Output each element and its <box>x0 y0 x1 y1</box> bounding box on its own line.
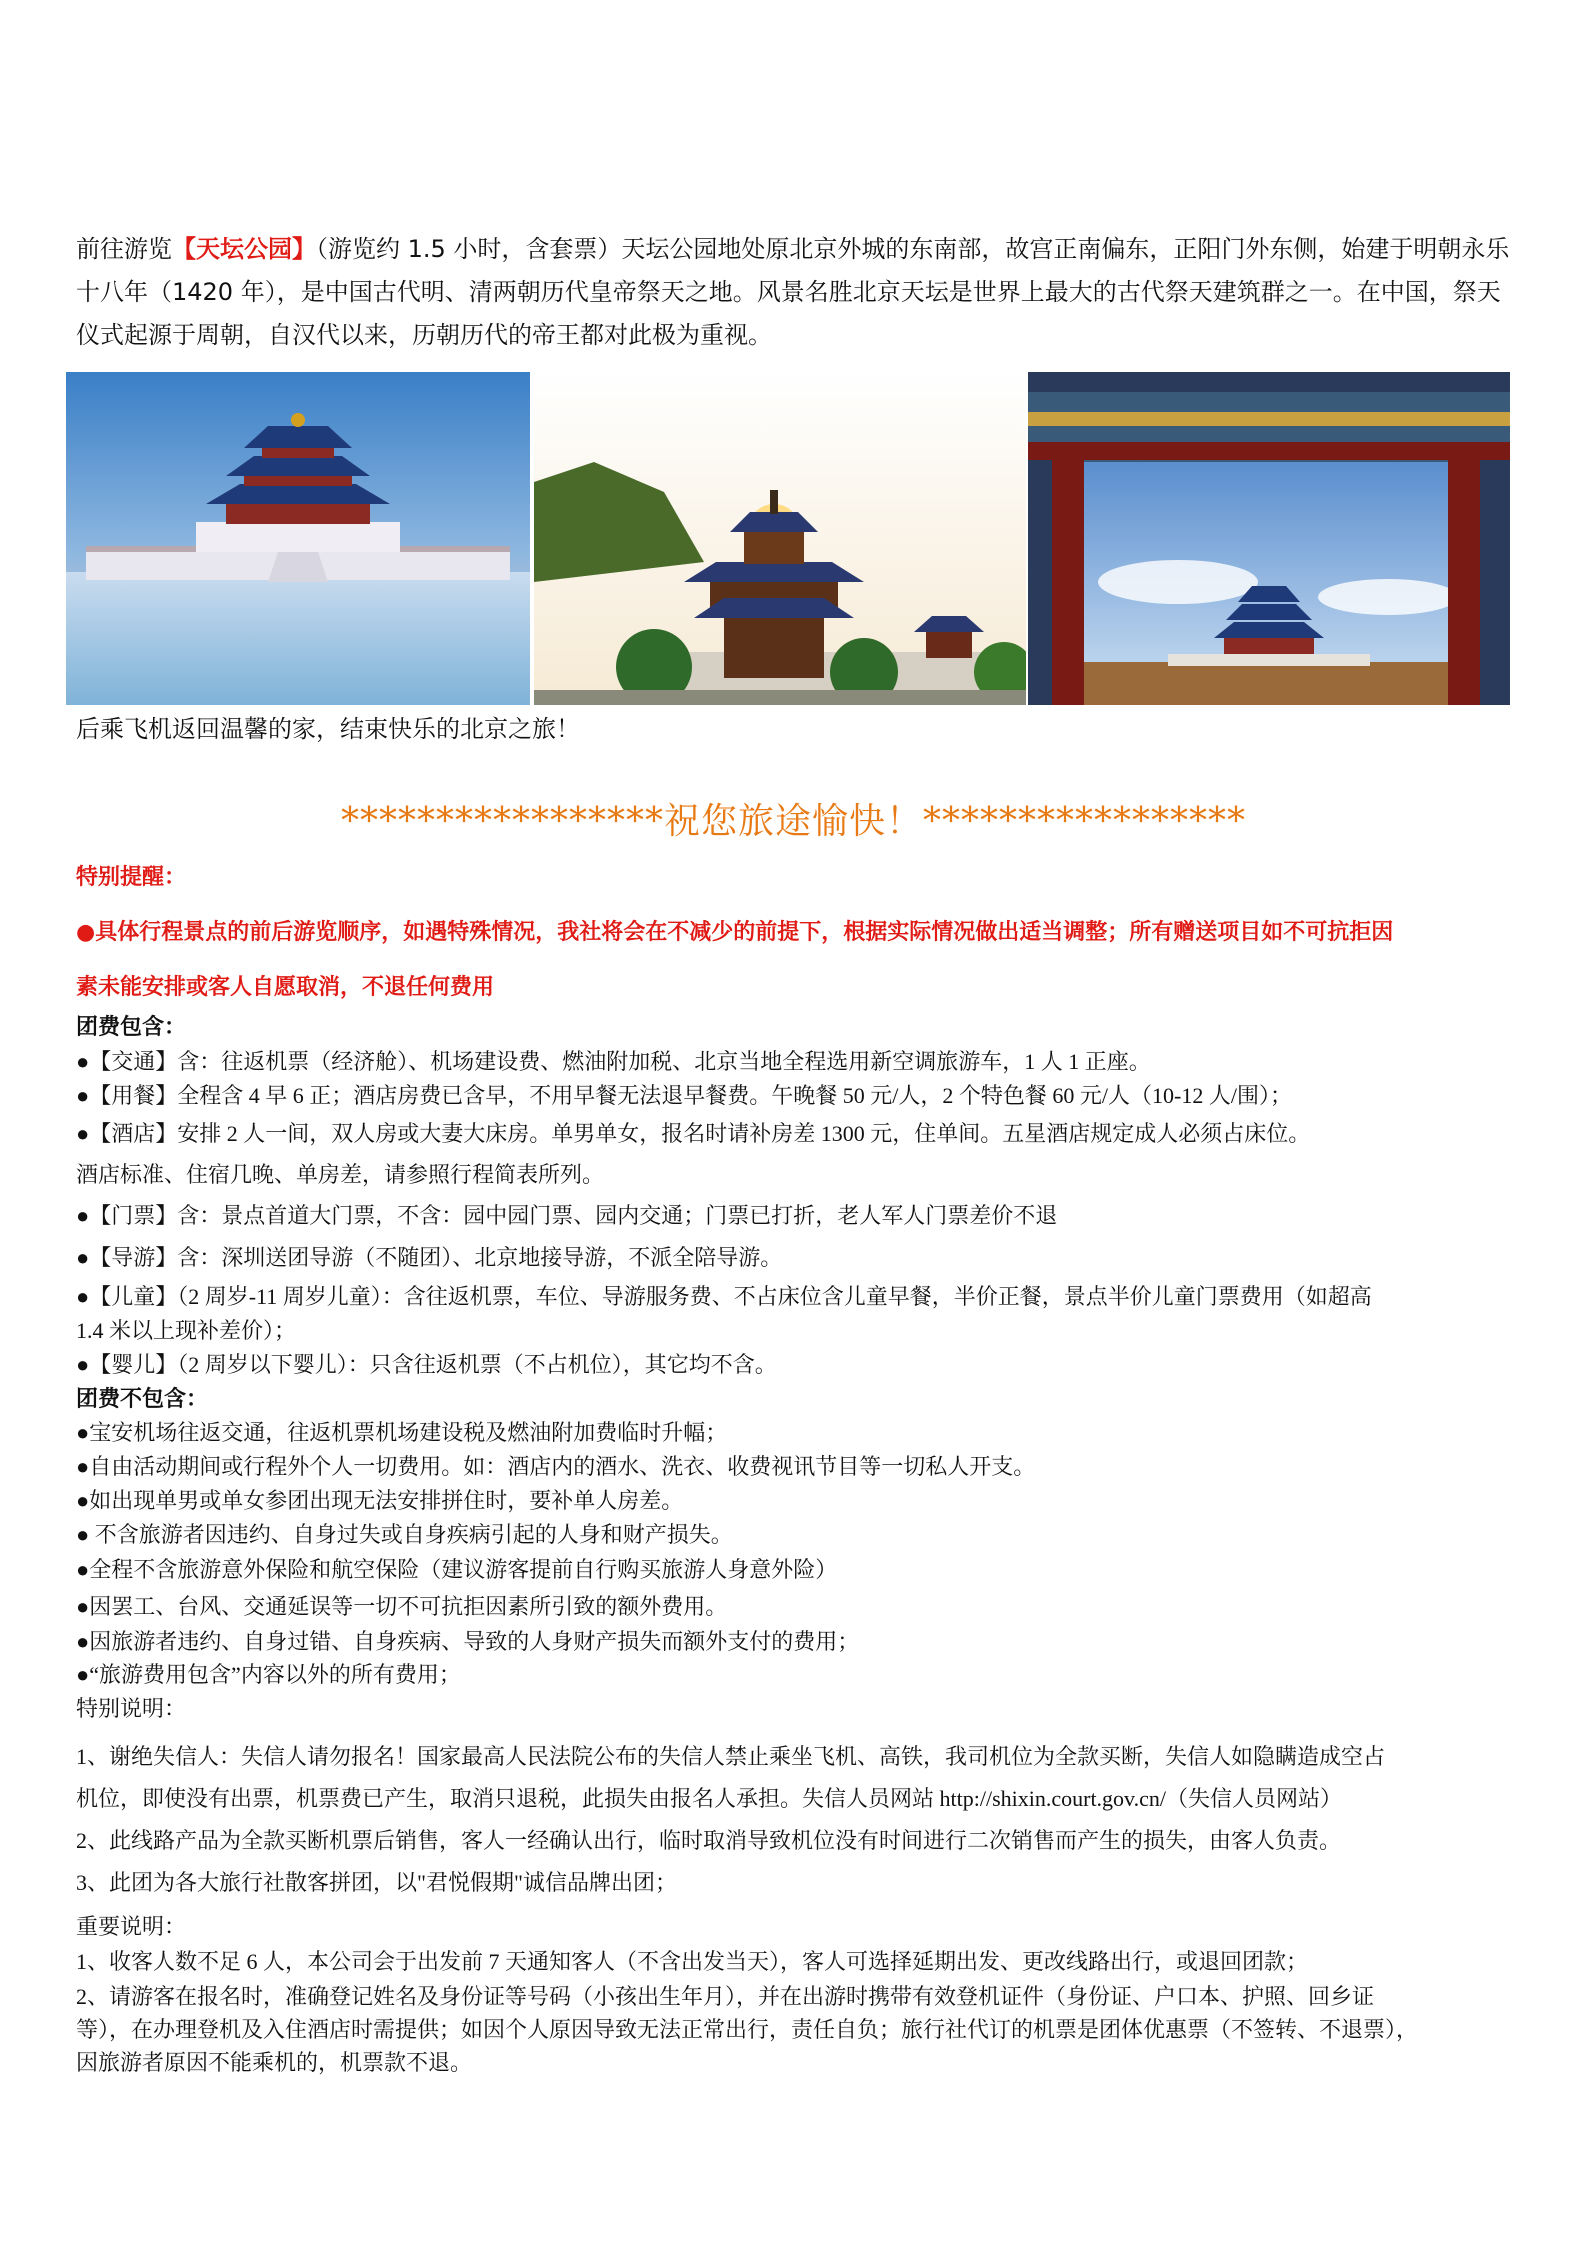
included-item: ●【交通】含：往返机票（经济舱）、机场建设费、燃油附加税、北京当地全程选用新空调旅游车，1 人 1 正座。 <box>76 1049 1151 1074</box>
important-item: 1、收客人数不足 6 人，本公司会于出发前 7 天通知客人（不含出发当天），客人可选择延期出发、更改线路出行，或退回团款； <box>76 1949 1309 1974</box>
framed-temple-photo <box>1028 372 1510 705</box>
included-item: 1.4 米以上现补差价）； <box>76 1318 297 1343</box>
special-item: 1、谢绝失信人：失信人请勿报名！国家最高人民法院公布的失信人禁止乘坐飞机、高铁，我司机位为全款买断，失信人如隐瞒造成空占 <box>76 1744 1386 1769</box>
included-item: ●【导游】含：深圳送团导游（不随团）、北京地接导游，不派全陪导游。 <box>76 1245 783 1270</box>
important-item: 2、请游客在报名时，准确登记姓名及身份证等号码（小孩出生年月），并在出游时携带有效登机证件（身份证、户口本、护照、回乡证 <box>76 1984 1375 2009</box>
excluded-item: ●全程不含旅游意外保险和航空保险（建议游客提前自行购买旅游人身意外险） <box>76 1557 838 1582</box>
special-item: 2、此线路产品为全款买断机票后销售，客人一经确认出行，临时取消导致机位没有时间进行二次销售而产生的损失，由客人负责。 <box>76 1828 1342 1853</box>
special-item: 机位，即使没有出票，机票费已产生，取消只退税，此损失由报名人承担。失信人员网站 http://shixin.court.gov.cn/（失信人员网站） <box>76 1786 1343 1811</box>
reminder-line-2: 素未能安排或客人自愿取消，不退任何费用 <box>76 975 495 1000</box>
included-item: ●【儿童】（2 周岁-11 周岁儿童）：含往返机票，车位、导游服务费、不占床位含儿童早餐，半价正餐，景点半价儿童门票费用（如超高 <box>76 1284 1372 1309</box>
pavilion-sunset-photo <box>534 372 1026 705</box>
special-title: 特别说明： <box>76 1696 187 1721</box>
important-item: 因旅游者原因不能乘机的，机票款不退。 <box>76 2050 473 2075</box>
excluded-item: ●因罢工、台风、交通延误等一切不可抗拒因素所引致的额外费用。 <box>76 1594 728 1619</box>
intro-paragraph <box>76 228 1516 357</box>
photo-strip <box>66 372 1510 705</box>
intro-prefix: 前往游览 <box>76 235 172 263</box>
excluded-item: ●宝安机场往返交通，往返机票机场建设税及燃油附加费临时升幅； <box>76 1420 728 1445</box>
intro-text: （游览约 1.5 小时，含套票）天坛公园地处原北京外城的东南部，故宫正南偏东，正阳门外东侧，始建于明朝永乐十八年（1420 年），是中国古代明、清两朝历代皇帝祭天之地。风景名胜北京天坛是世界上最大的古代祭天建筑群之一。在中国，祭天仪式起源于周朝，自汉代以来，历朝历代的帝王都对此极为重视。 <box>76 235 1510 349</box>
important-title: 重要说明： <box>76 1914 187 1939</box>
temple-winter-photo <box>66 372 530 705</box>
included-item: 酒店标准、住宿几晚、单房差，请参照行程简表所列。 <box>76 1162 605 1187</box>
excluded-item: ●“旅游费用包含”内容以外的所有费用； <box>76 1662 461 1687</box>
excluded-item: ● 不含旅游者因违约、自身过失或自身疾病引起的人身和财产损失。 <box>76 1522 733 1547</box>
special-item: 3、此团为各大旅行社散客拼团，以"君悦假期"诚信品牌出团； <box>76 1870 677 1895</box>
return-home-text: 后乘飞机返回温馨的家，结束快乐的北京之旅！ <box>76 715 580 743</box>
reminder-line-1: ●具体行程景点的前后游览顺序，如遇特殊情况，我社将会在不减少的前提下，根据实际情况做出适当调整；所有赠送项目如不可抗拒因 <box>76 920 1394 945</box>
included-item: ●【酒店】安排 2 人一间，双人房或大妻大床房。单男单女，报名时请补房差 1300 元，住单间。五星酒店规定成人必须占床位。 <box>76 1121 1311 1146</box>
excluded-title: 团费不包含： <box>76 1387 209 1412</box>
important-item: 等），在办理登机及入住酒店时需提供；如因个人原因导致无法正常出行，责任自负；旅行社代订的机票是团体优惠票（不签转、不退票）， <box>76 2017 1419 2042</box>
intro-highlight: 【天坛公园】 <box>172 235 316 263</box>
included-item: ●【用餐】全程含 4 早 6 正；酒店房费已含早，不用早餐无法退早餐费。午晚餐 50 元/人，2 个特色餐 60 元/人（10-12 人/围）； <box>76 1083 1292 1108</box>
included-item: ●【门票】含：景点首道大门票，不含：园中园门票、园内交通；门票已打折，老人军人门票差价不退 <box>76 1203 1058 1228</box>
excluded-item: ●如出现单男或单女参团出现无法安排拼住时，要补单人房差。 <box>76 1488 684 1513</box>
wish-banner: *****************祝您旅途愉快！***************** <box>340 801 1246 842</box>
reminder-title: 特别提醒： <box>76 865 187 890</box>
included-item: ●【婴儿】（2 周岁以下婴儿）：只含往返机票（不占机位），其它均不含。 <box>76 1352 777 1377</box>
excluded-item: ●自由活动期间或行程外个人一切费用。如：酒店内的酒水、洗衣、收费视讯节目等一切私人开支。 <box>76 1454 1036 1479</box>
excluded-item: ●因旅游者违约、自身过错、自身疾病、导致的人身财产损失而额外支付的费用； <box>76 1629 860 1654</box>
included-title: 团费包含： <box>76 1015 187 1040</box>
